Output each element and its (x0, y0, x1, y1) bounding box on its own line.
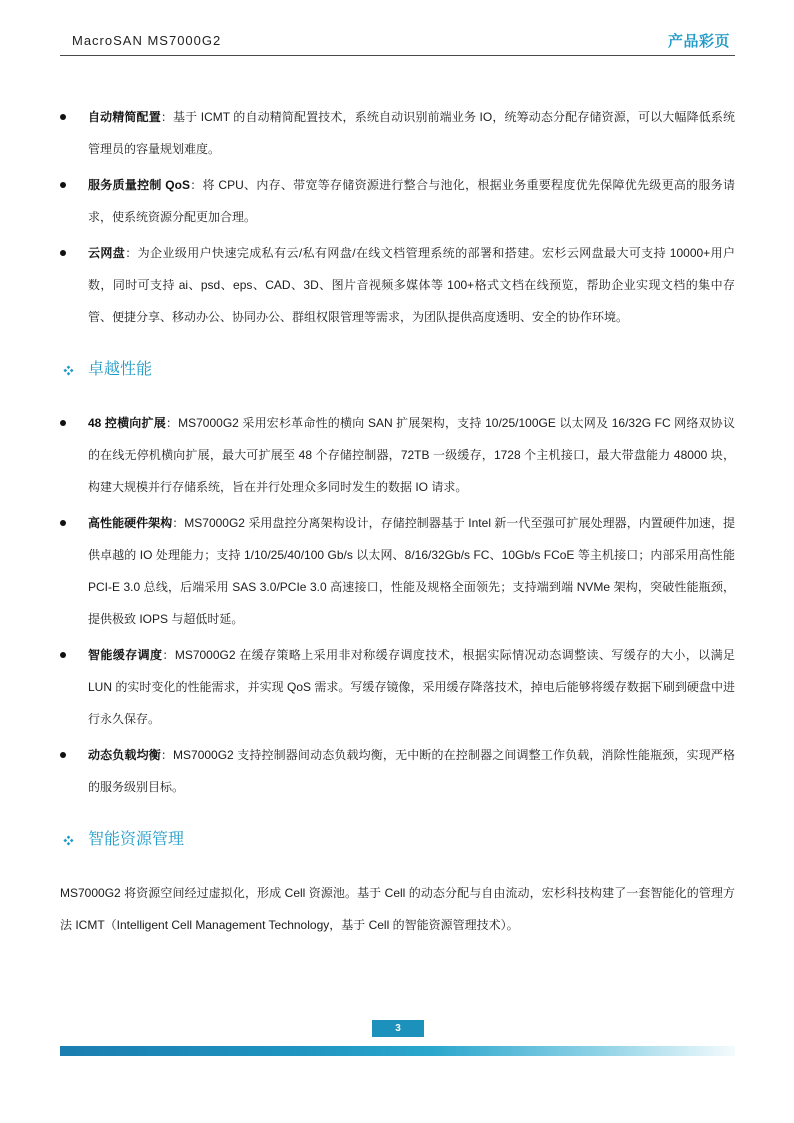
bullet-dot-icon (60, 182, 66, 188)
feature-label: 高性能硬件架构 (88, 516, 173, 530)
diamond-icon (63, 365, 74, 376)
feature-description: ：MS7000G2 在缓存策略上采用非对称缓存调度技术，根据实际情况动态调整读、写缓存的大小，以满足 LUN 的实时变化的性能需求，并实现 QoS 需求。写缓存镜像，采用缓存降落技术，掉电后能够将缓存数据下刷到硬盘中进行永久保存。 (88, 648, 735, 726)
section-heading-resource-management (60, 824, 735, 856)
bullet-dot-icon (60, 250, 66, 256)
feature-description: ：基于 ICMT 的自动精简配置技术，系统自动识别前端业务 IO，统筹动态分配存储资源，可以大幅降低系统管理员的容量规划难度。 (88, 110, 735, 156)
section-heading-text: 卓越性能 (88, 361, 153, 378)
list-item (60, 739, 735, 803)
feature-label: 服务质量控制 QoS (88, 178, 190, 192)
section-heading-performance (60, 354, 735, 386)
list-item (60, 169, 735, 233)
footer-gradient-bar (60, 1046, 735, 1056)
section-heading-text: 智能资源管理 (88, 831, 185, 848)
feature-label: 动态负载均衡 (88, 748, 161, 762)
header-product-name: MacroSAN MS7000G2 (72, 33, 222, 48)
list-item (60, 639, 735, 735)
list-item (60, 237, 735, 333)
feature-list-top (60, 101, 735, 333)
feature-description: ：将 CPU、内存、带宽等存储资源进行整合与池化，根据业务重要程度优先保障优先级更高的服务请求，使系统资源分配更加合理。 (88, 178, 735, 224)
bullet-dot-icon (60, 652, 66, 658)
feature-label: 智能缓存调度 (88, 648, 163, 662)
list-item (60, 407, 735, 503)
list-item (60, 101, 735, 165)
list-item (60, 507, 735, 635)
feature-description: ：MS7000G2 支持控制器间动态负载均衡，无中断的在控制器之间调整工作负载，消除性能瓶颈，实现严格的服务级别目标。 (88, 748, 735, 794)
bullet-dot-icon (60, 520, 66, 526)
feature-description: ：MS7000G2 采用宏杉革命性的横向 SAN 扩展架构，支持 10/25/100GE 以太网及 16/32G FC 网络双协议的在线无停机横向扩展，最大可扩展至 48 个存储控制器，72TB 一级缓存，1728 个主机接口，最大带盘能力 48000 块，构建大规模并行存储系统，旨在并行处理众多同时发生的数据 IO 请求。 (88, 416, 736, 494)
page-content (60, 101, 735, 941)
bullet-dot-icon (60, 420, 66, 426)
bullet-dot-icon (60, 114, 66, 120)
feature-description: ：为企业级用户快速完成私有云/私有网盘/在线文档管理系统的部署和搭建。宏杉云网盘最大可支持 10000+用户数，同时可支持 ai、psd、eps、CAD、3D、图片音视频多媒体等 100+格式文档在线预览，帮助企业实现文档的集中存管、便捷分享、移动办公、协同办公、群组权限管理等需求，为团队提供高度透明、安全的协作环境。 (88, 246, 735, 324)
feature-list-performance (60, 407, 735, 803)
feature-label: 48 控横向扩展 (88, 416, 166, 430)
page-number: 3 (372, 1020, 424, 1037)
diamond-icon (63, 835, 74, 846)
feature-label: 自动精简配置 (88, 110, 161, 124)
body-paragraph: MS7000G2 将资源空间经过虚拟化，形成 Cell 资源池。基于 Cell 的动态分配与自由流动，宏杉科技构建了一套智能化的管理方法 ICMT（Intelligent Cell Management Technology，基于 Cell 的智能资源管理技术）。 (60, 886, 735, 932)
header-divider (60, 55, 735, 56)
header-document-type: 产品彩页 (667, 33, 730, 50)
bullet-dot-icon (60, 752, 66, 758)
feature-label: 云网盘 (88, 246, 126, 260)
feature-description: ：MS7000G2 采用盘控分离架构设计，存储控制器基于 Intel 新一代至强可扩展处理器，内置硬件加速，提供卓越的 IO 处理能力；支持 1/10/25/40/100 Gb/s 以太网、8/16/32Gb/s FC、10Gb/s FCoE 等主机接口；内部采用高性能 PCI-E 3.0 总线，后端采用 SAS 3.0/PCIe 3.0 高速接口，性能及规格全面领先；支持端到端 NVMe 架构，突破性能瓶颈，提供极致 IOPS 与超低时延。 (88, 516, 735, 626)
